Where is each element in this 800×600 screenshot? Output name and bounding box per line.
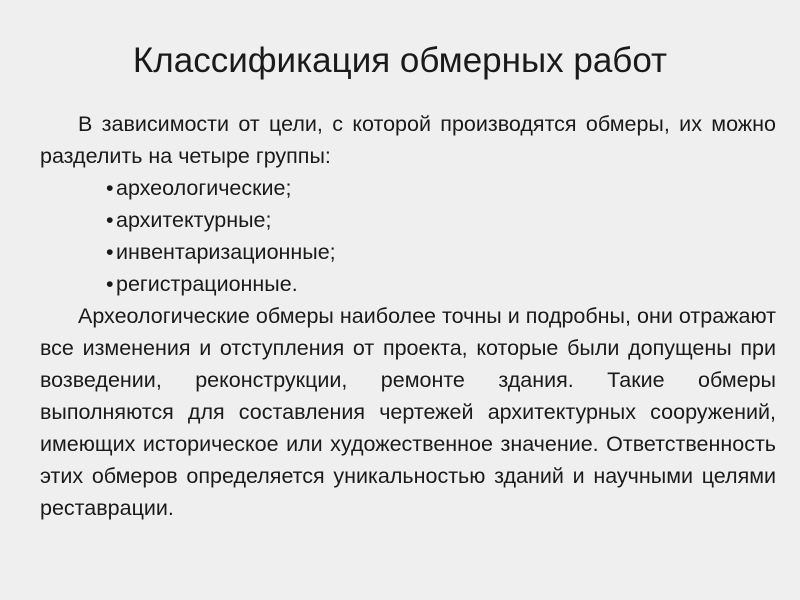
slide-body [40, 108, 776, 524]
list-item-label: регистрационные. [116, 272, 298, 296]
slide-title: Классификация обмерных работ [132, 41, 668, 80]
list-item [106, 204, 776, 236]
bullet-icon: • [106, 176, 114, 200]
groups-list [40, 172, 776, 300]
description-paragraph: Археологические обмеры наиболее точны и подробны, они отражают все изменения и отступления от проекта, которые были допущены при возведении, реконструкции, ремонте здания. Такие обмеры выполняются для составления чертежей архитектурных сооружений, имеющих историческое или художественное значение. Ответственность этих обмеров определяется уникальностью зданий и научными целями реставрации. [40, 304, 776, 520]
list-item [106, 236, 776, 268]
intro-paragraph: В зависимости от цели, с которой производятся обмеры, их можно разделить на четыре группы: [40, 112, 776, 168]
bullet-icon: • [106, 240, 114, 264]
list-item-label: архитектурные; [116, 208, 272, 232]
list-item-label: инвентаризационные; [116, 240, 336, 264]
list-item [106, 172, 776, 204]
list-item [106, 268, 776, 300]
bullet-icon: • [106, 208, 114, 232]
list-item-label: археологические; [116, 176, 292, 200]
bullet-icon: • [106, 272, 114, 296]
